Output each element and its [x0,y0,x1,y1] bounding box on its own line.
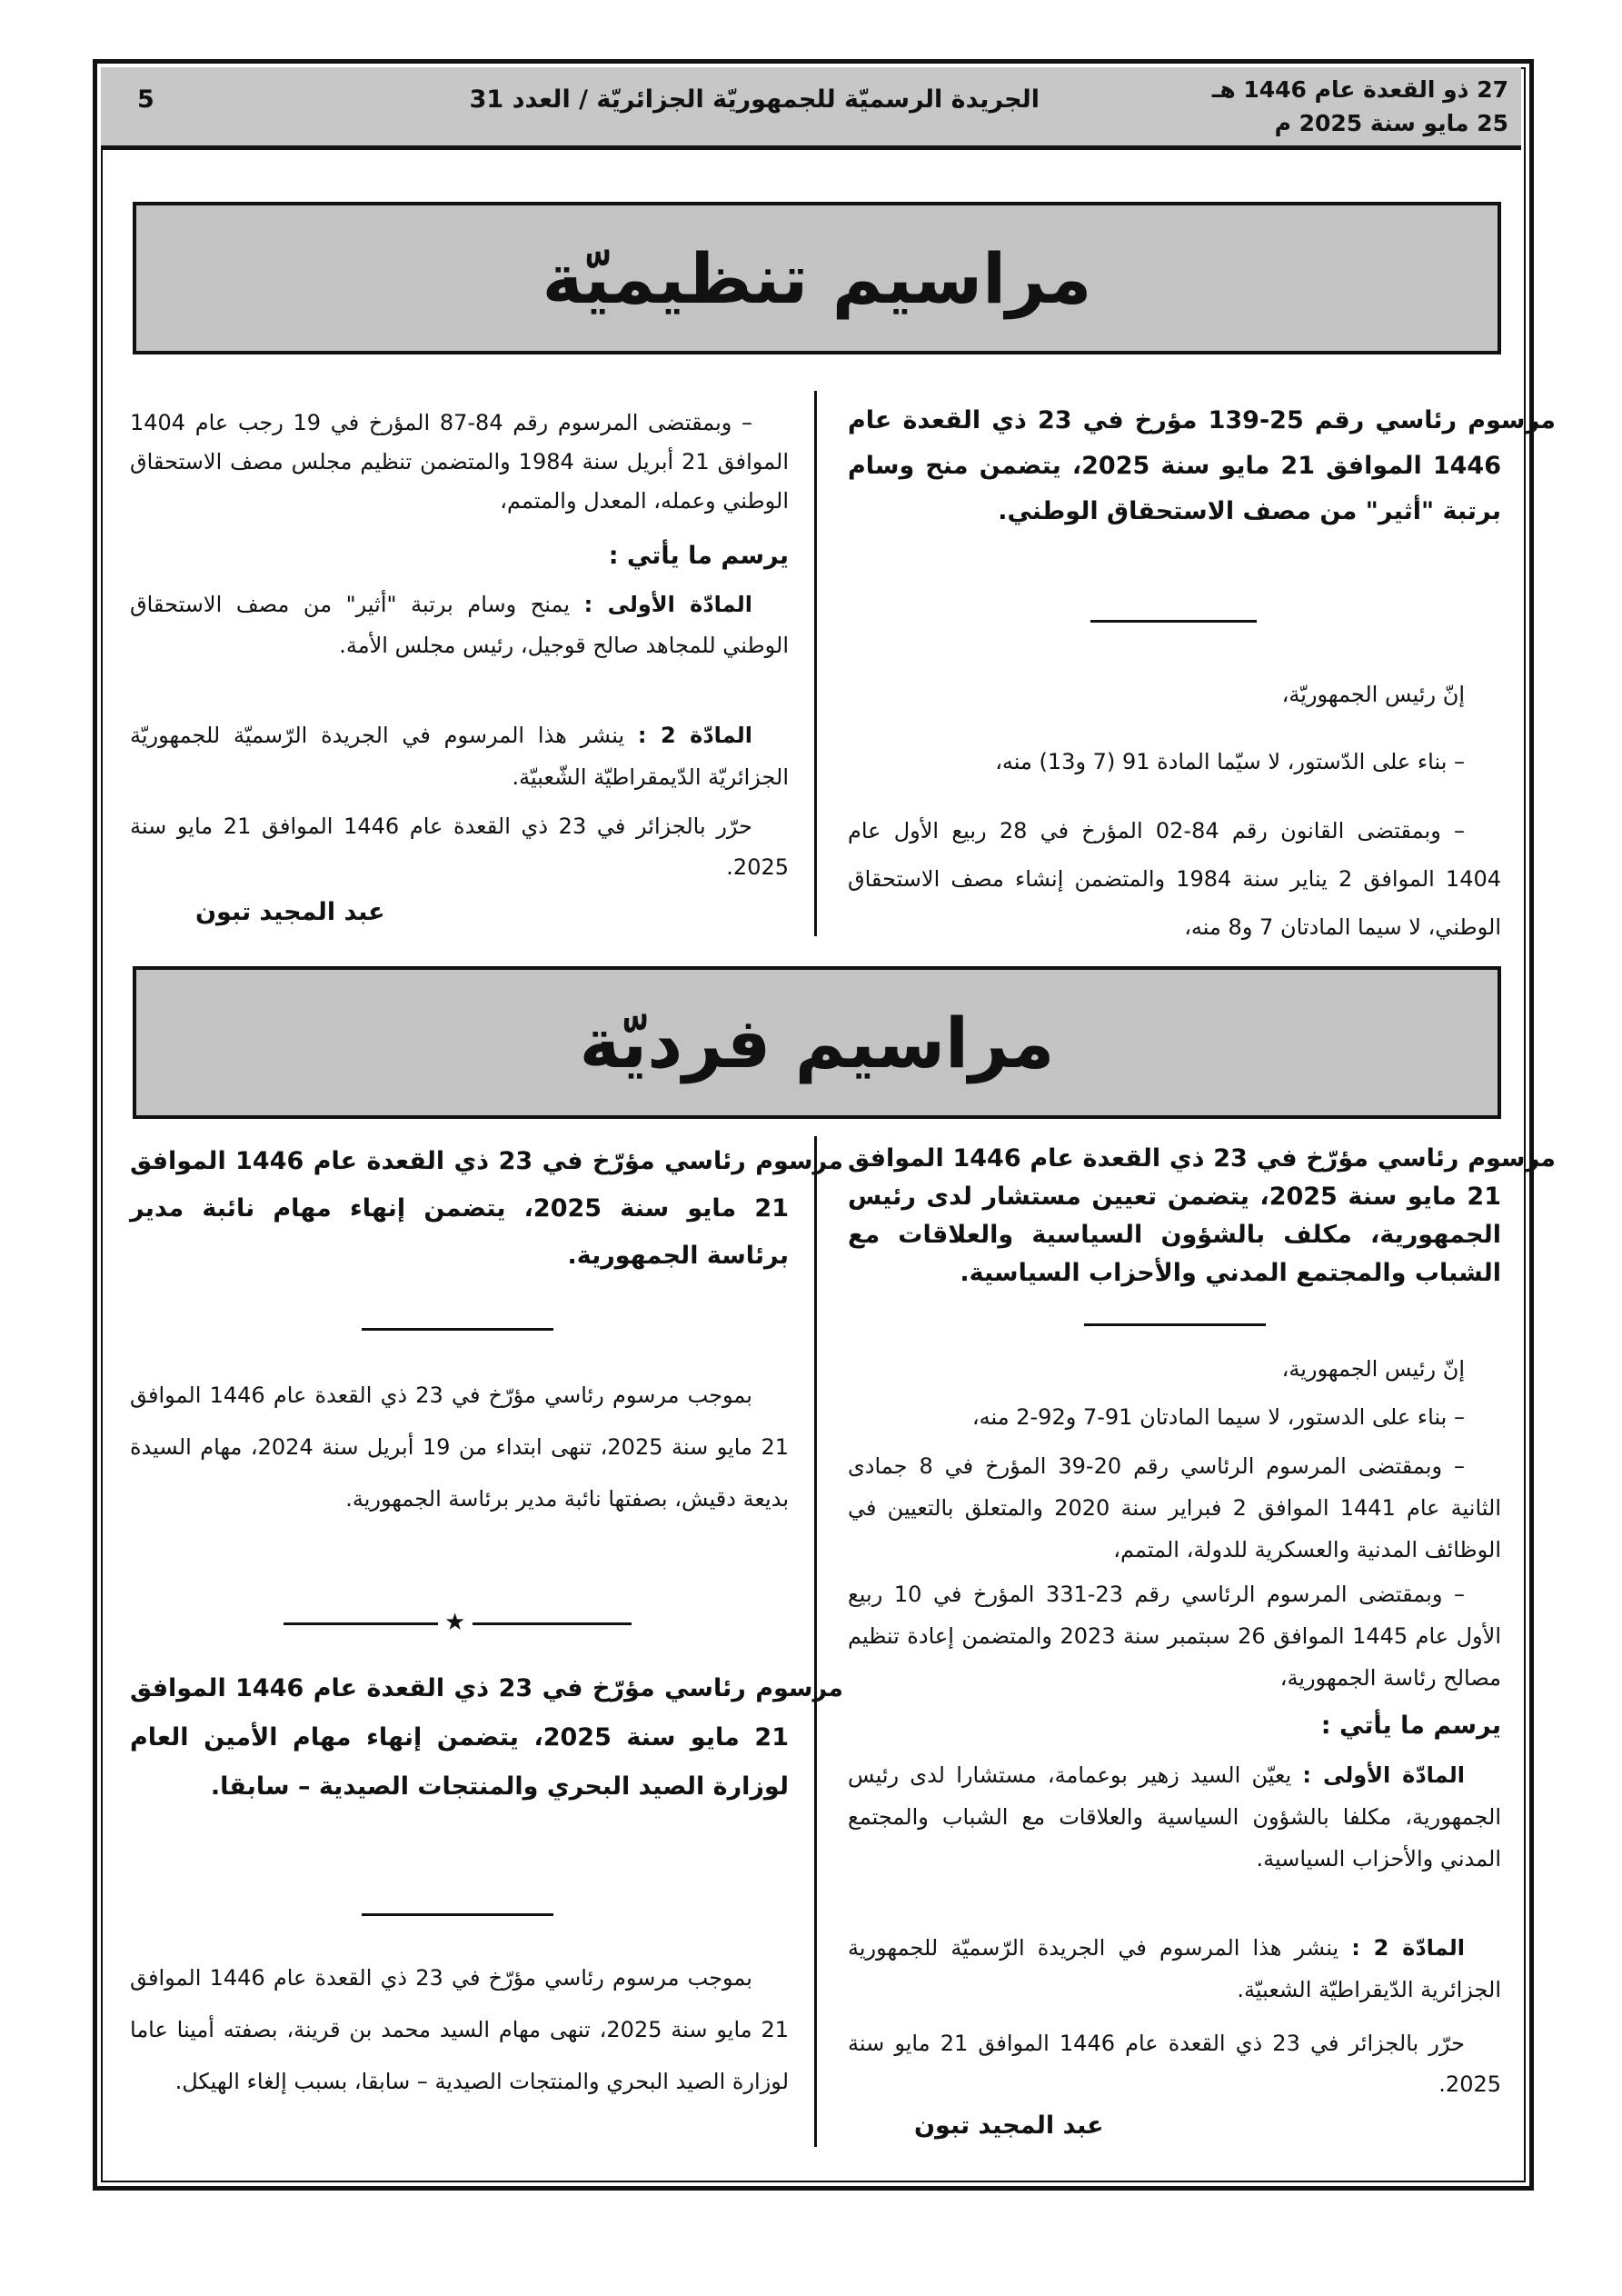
decree-heading: مرسوم رئاسي رقم 25-139 مؤرخ في 23 ذي القعدة عام 1446 الموافق 21 مايو سنة 2025، يتضمن منح وسام برتبة "أثير" من مصف الاستحقاق الوطني. [848,406,1556,525]
decree-heading: مرسوم رئاسي مؤرّخ في 23 ذي القعدة عام 1446 الموافق 21 مايو سنة 2025، يتضمن إنهاء مهام الأمين العام لوزارة الصيد البحري والمنتجات الصيدية – سابقا. [130,1674,843,1801]
article-1 [130,584,789,666]
decree-visa: – وبمقتضى المرسوم الرئاسي رقم 20-39 المؤرخ في 8 جمادى الثانية عام 1441 الموافق 2 فبراير سنة 2020 والمتعلق بالتعيين في الوظائف المدنية والعسكرية للدولة، المتمم، [848,1453,1502,1562]
decree-preamble: إنّ رئيس الجمهوريّة، [1281,682,1465,707]
article-label: المادّة 2 : [1351,1935,1465,1961]
done-at: حرّر بالجزائر في 23 ذي القعدة عام 1446 الموافق 21 مايو سنة 2025. [848,2031,1501,2097]
star-icon: ★ [444,1609,466,1636]
article-text: ينشر هذا المرسوم في الجريدة الرّسميّة للجمهورية الجزائرية الدّيقراطيّة الشعبيّة. [848,1935,1501,2002]
section-title: مراسيم تنظيميّة [542,237,1092,319]
article-text: ينشر هذا المرسوم في الجريدة الرّسميّة للجمهوريّة الجزائريّة الدّيمقراطيّة الشّعبيّة. [130,723,789,790]
header-date [1212,73,1508,140]
decree-visa: – وبمقتضى المرسوم رقم 84-87 المؤرخ في 19 رجب عام 1404 الموافق 21 أبريل سنة 1984 والمتضمن تنظيم مجلس مصف الاستحقاق الوطني وعمله، المعدل والمتمم، [130,410,789,514]
article-1 [848,1754,1501,1880]
decree-formula: يرسم ما يأتي : [1320,1712,1501,1740]
article-label: المادّة الأولى : [1302,1762,1465,1788]
signature: عبد المجيد تبون [914,2111,1104,2140]
decree-preamble: إنّ رئيس الجمهورية، [1281,1356,1465,1382]
decree-heading: مرسوم رئاسي مؤرّخ في 23 ذي القعدة عام 1446 الموافق 21 مايو سنة 2025، يتضمن تعيين مستشار لدى رئيس الجمهورية، مكلف بالشؤون السياسية والعلاقات مع الشباب والمجتمع المدني والأحزاب السياسية. [848,1144,1556,1287]
article-text: يمنح وسام برتبة "أثير" من مصف الاستحقاق الوطني للمجاهد صالح قوجيل، رئيس مجلس الأمة. [130,592,789,658]
separator-rule-left [473,1622,632,1625]
section-title: مراسيم فرديّة [579,1002,1055,1083]
heading-rule [362,1328,553,1331]
heading-rule [1090,620,1257,623]
decree-visa: – وبمقتضى المرسوم الرئاسي رقم 23-331 المؤرخ في 10 ربيع الأول عام 1445 الموافق 26 سبتمبر سنة 2023 والمتضمن إعادة تنظيم مصالح رئاسة الجمهورية، [848,1582,1501,1691]
article-label: المادّة الأولى : [583,592,752,617]
page-number: 5 [137,85,154,114]
section-title-box-individual [133,966,1501,1119]
header-date-hijri: 27 ذو القعدة عام 1446 هـ [1211,76,1508,103]
header-date-gregorian: 25 مايو سنة 2025 م [1274,110,1508,136]
article-2 [848,1927,1501,2011]
article-text: يعيّن السيد زهير بوعمامة، مستشارا لدى رئيس الجمهورية، مكلفا بالشؤون السياسية والعلاقات مع الشباب والمجتمع المدني والأحزاب السياسية. [848,1762,1501,1872]
decree-heading: مرسوم رئاسي مؤرّخ في 23 ذي القعدة عام 1446 الموافق 21 مايو سنة 2025، يتضمن إنهاء مهام نائبة مدير برئاسة الجمهورية. [130,1147,843,1270]
decree-body: بموجب مرسوم رئاسي مؤرّخ في 23 ذي القعدة عام 1446 الموافق 21 مايو سنة 2025، تنهى مهام السيد محمد بن قرينة، بصفته أمينا عاما لوزارة الصيد البحري والمنتجات الصيدية – سابقا، بسبب إلغاء الهيكل. [130,1965,789,2094]
journal-title: الجريدة الرسميّة للجمهوريّة الجزائريّة / العدد 31 [469,85,1040,114]
decree-visa: – وبمقتضى القانون رقم 84-02 المؤرخ في 28 ربيع الأول عام 1404 الموافق 2 يناير سنة 1984 والمتضمن إنشاء مصف الاستحقاق الوطني، لا سيما المادتان 7 و8 منه، [848,818,1501,940]
separator-rule-right [284,1622,438,1625]
decree-formula: يرسم ما يأتي : [608,542,789,570]
article-2 [130,714,789,798]
column-divider [814,1136,817,2147]
heading-rule [1084,1323,1266,1326]
decree-visa: – بناء على الدّستور، لا سيّما المادة 91 (7 و13) منه، [995,749,1465,774]
column-divider [814,391,817,936]
signature: عبد المجيد تبون [195,898,385,926]
article-label: المادّة 2 : [637,723,753,748]
section-title-box-regulatory [133,202,1501,354]
page-header [101,67,1521,150]
decree-body: بموجب مرسوم رئاسي مؤرّخ في 23 ذي القعدة عام 1446 الموافق 21 مايو سنة 2025، تنهى ابتداء من 19 أبريل سنة 2024، مهام السيدة بديعة دقيش، بصفتها نائبة مدير برئاسة الجمهورية. [130,1383,789,1512]
heading-rule [362,1913,553,1916]
done-at: حرّر بالجزائر في 23 ذي القعدة عام 1446 الموافق 21 مايو سنة 2025. [130,814,789,880]
decree-visa: – بناء على الدستور، لا سيما المادتان 91-7 و92-2 منه، [971,1404,1465,1430]
